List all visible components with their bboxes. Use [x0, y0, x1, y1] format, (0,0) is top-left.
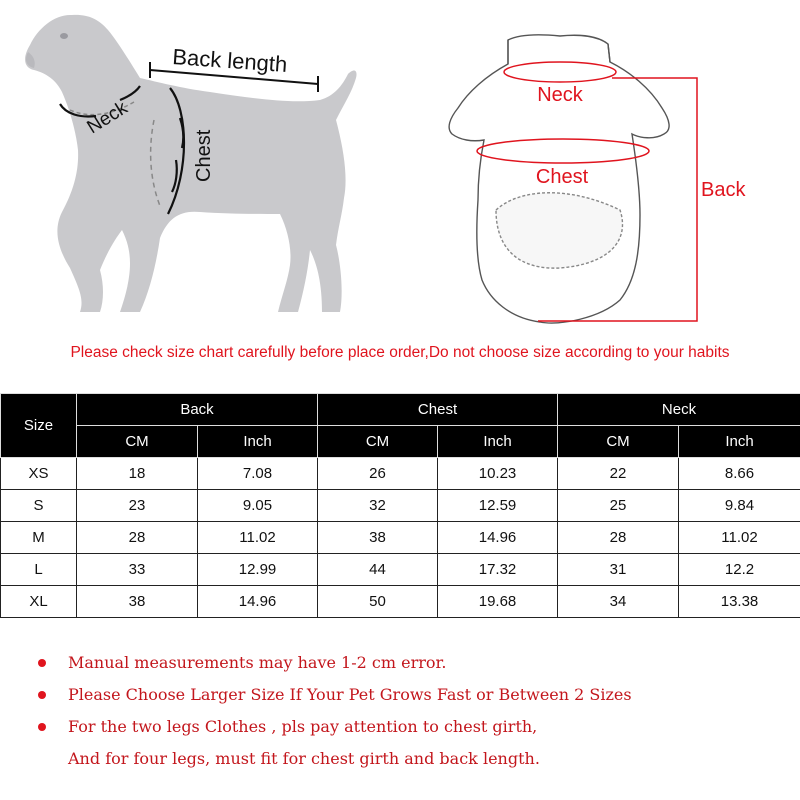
value-cell: 9.05: [198, 490, 318, 522]
note-text: Manual measurements may have 1-2 cm error.: [68, 653, 447, 672]
value-cell: 38: [77, 586, 198, 618]
value-cell: 33: [77, 554, 198, 586]
size-chart-table: [0, 393, 800, 618]
header-row-groups: [1, 394, 800, 426]
group-header-back: Back: [77, 394, 318, 426]
header-row-units: [1, 426, 800, 458]
value-cell: 13.38: [679, 586, 800, 618]
value-cell: 28: [558, 522, 679, 554]
unit-header: Inch: [679, 426, 800, 458]
dog-label-back: Back length: [171, 44, 289, 78]
value-cell: 44: [318, 554, 438, 586]
table-row: [1, 554, 800, 586]
measurement-illustration: [0, 0, 800, 335]
size-cell: L: [1, 554, 77, 586]
unit-header: CM: [318, 426, 438, 458]
table-row: [1, 586, 800, 618]
size-cell: S: [1, 490, 77, 522]
value-cell: 25: [558, 490, 679, 522]
value-cell: 9.84: [679, 490, 800, 522]
note-text: For the two legs Clothes , pls pay attention to chest girth,: [68, 717, 538, 736]
group-header-chest: Chest: [318, 394, 558, 426]
value-cell: 26: [318, 458, 438, 490]
size-warning: Please check size chart carefully before place order,Do not choose size according to your habits: [70, 344, 730, 361]
dog-label-chest: Chest: [193, 129, 215, 182]
value-cell: 12.2: [679, 554, 800, 586]
value-cell: 12.59: [438, 490, 558, 522]
note-item: [38, 714, 798, 746]
value-cell: 32: [318, 490, 438, 522]
table-row: [1, 522, 800, 554]
unit-header: CM: [558, 426, 679, 458]
value-cell: 50: [318, 586, 438, 618]
bullet-dot-icon: [38, 691, 46, 699]
value-cell: 11.02: [679, 522, 800, 554]
note-text: And for four legs, must fit for chest girth and back length.: [68, 749, 540, 768]
value-cell: 12.99: [198, 554, 318, 586]
value-cell: 14.96: [438, 522, 558, 554]
shirt-label-neck: Neck: [537, 84, 583, 106]
value-cell: 31: [558, 554, 679, 586]
unit-header: Inch: [198, 426, 318, 458]
table-row: [1, 490, 800, 522]
size-cell: XS: [1, 458, 77, 490]
value-cell: 11.02: [198, 522, 318, 554]
group-header-neck: Neck: [558, 394, 800, 426]
unit-header: CM: [77, 426, 198, 458]
value-cell: 17.32: [438, 554, 558, 586]
bullet-dot-icon: [38, 723, 46, 731]
bullet-dot-icon: [38, 659, 46, 667]
value-cell: 22: [558, 458, 679, 490]
shirt-label-chest: Chest: [535, 166, 589, 188]
value-cell: 7.08: [198, 458, 318, 490]
dog-label-neck: Neck: [83, 97, 132, 139]
value-cell: 28: [77, 522, 198, 554]
table-row: [1, 458, 800, 490]
value-cell: 10.23: [438, 458, 558, 490]
note-item: [38, 650, 798, 682]
value-cell: 8.66: [679, 458, 800, 490]
size-cell: XL: [1, 586, 77, 618]
note-item: [38, 682, 798, 714]
value-cell: 14.96: [198, 586, 318, 618]
value-cell: 18: [77, 458, 198, 490]
size-cell: M: [1, 522, 77, 554]
value-cell: 38: [318, 522, 438, 554]
shirt-label-back: Back: [701, 179, 746, 201]
value-cell: 34: [558, 586, 679, 618]
notes-list: [38, 650, 798, 778]
note-text: Please Choose Larger Size If Your Pet Grows Fast or Between 2 Sizes: [68, 685, 632, 704]
value-cell: 19.68: [438, 586, 558, 618]
value-cell: 23: [77, 490, 198, 522]
unit-header: Inch: [438, 426, 558, 458]
size-header: Size: [1, 394, 77, 458]
note-item: [38, 746, 798, 778]
